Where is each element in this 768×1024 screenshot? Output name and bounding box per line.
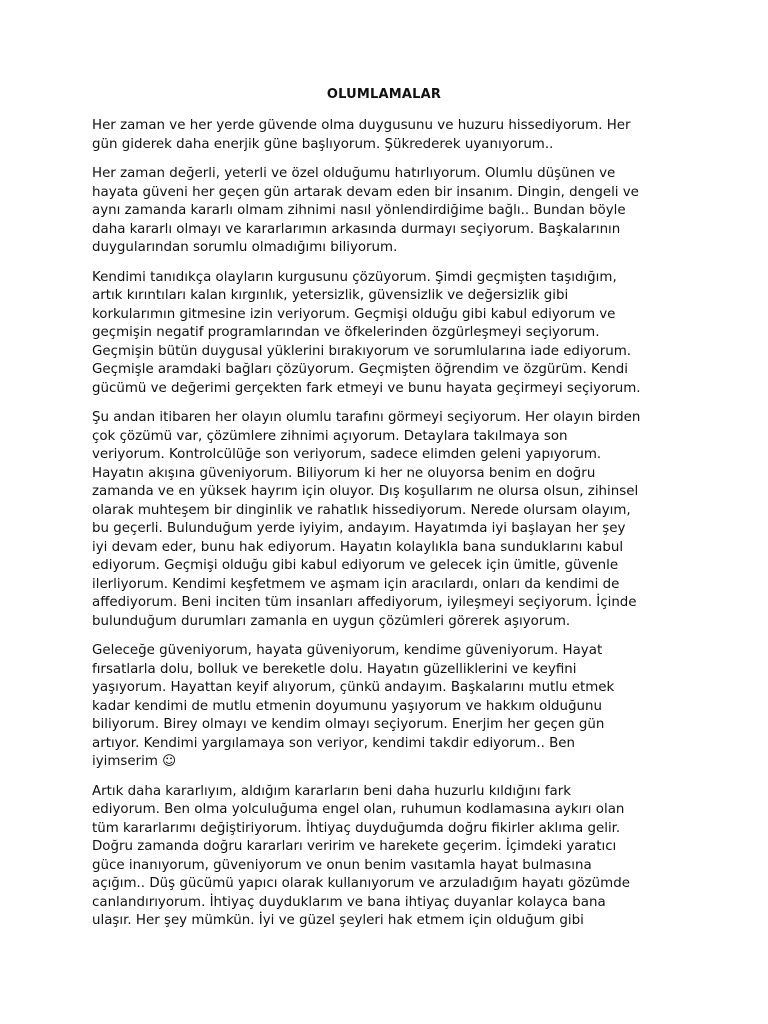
text-line: çok çözümü var, çözümlere zihnimi açıyorum. Detaylara takılmaya son [92,428,568,444]
text-line: tüm kararlarımı değiştiriyorum. İhtiyaç duyduğumda doğru fikirler aklıma gelir. [92,820,621,836]
text-line: bu geçerli. Bulunduğum yerde iyiyim, andayım. Hayatımda iyi başlayan her şey [92,521,626,536]
text-line: bulunduğum durumları zamanla en uygun çözümleri görerek aşıyorum. [92,613,571,629]
text-line: ediyorum. Ben olma yolculuğuma engel olan, ruhumun kodlamasına aykırı olan [92,802,625,817]
text-line: canlandırıyorum. İhtiyaç duyduklarım ve bana ihtiyaç duyanlar kolayca bana [92,894,606,910]
text-line: kadar kendimi de mutlu etmenin doyumunu yaşıyorum ve hakkım olduğunu [92,698,603,714]
text-line: hayata güveni her geçen gün artarak devam eden bir insanım. Dingin, dengeli ve [92,184,639,200]
text-line: Geleceğe güveniyorum, hayata güveniyorum, kendime güveniyorum. Hayat [92,643,603,658]
paragraph [92,117,692,154]
text-line: daha kararlı olmayı ve kararlarımın arkasında durmayı seçiyorum. Başkalarının [92,221,621,237]
text-line: affediyorum. Beni inciten tüm insanları affediyorum, iyileşmeyi seçiyorum. İçinde [92,595,637,610]
text-line: artık kırıntıları kalan kırgınlık, yetersizlik, güvensizlik ve değersizlik gibi [92,288,569,303]
text-line: Şu andan itibaren her olayın olumlu tarafını görmeyi seçiyorum. Her olayın birden [92,410,641,425]
text-line: yaşıyorum. Hayattan keyif alıyorum, çünkü andayım. Başkalarını mutlu etmek [92,680,615,695]
text-line: Kendimi tanıdıkça olayların kurgusunu çözüyorum. Şimdi geçmişten taşıdığım, [92,269,617,285]
text-line: Artık daha kararlıyım, aldığım kararların beni daha huzurlu kıldığını fark [92,783,571,799]
text-line: fırsatlarla dolu, bolluk ve bereketle dolu. Hayatın güzelliklerini ve keyfini [92,661,577,677]
text-line: olarak muhteşem bir dinginlik ve rahatlık hissediyorum. Nerede olursam olayım, [92,502,631,518]
text-line: ediyorum. Geçmişi olduğu gibi kabul ediyorum ve gelecek için ümitle, güvenle [92,558,619,573]
text-line: geçmişin negatif programlarından ve öfkelerinden özgürleşmeyi seçiyorum. [92,325,600,340]
text-line: aynı zamanda kararlı olmam zihnimi nasıl yönlendirdiğime bağlı.. Bundan böyle [92,203,626,218]
paragraph [92,783,692,931]
text-line: Hayatın akışına güveniyorum. Biliyorum ki her ne oluyorsa benim en doğru [92,465,596,481]
text-line: Her zaman değerli, yeterli ve özel olduğumu hatırlıyorum. Olumlu düşünen ve [92,166,616,181]
text-line: ulaşır. Her şey mümkün. İyi ve güzel şeyleri hak etmem için olduğum gibi [92,913,584,928]
text-line: gücümü ve değerimi gerçekten fark etmeyi ve bunu hayata geçirmeyi seçiyorum. [92,380,641,396]
text-line: gün giderek daha enerjik güne başlıyorum. Şükrederek uyanıyorum.. [92,136,554,152]
text-line: veriyorum. Kontrolcülüğe son veriyorum, sadece elimden geleni yapıyorum. [92,447,602,462]
text-line: korkularımın gitmesine izin veriyorum. Geçmişi olduğu gibi kabul ediyorum ve [92,306,616,322]
text-line: biliyorum. Birey olmayı ve kendim olmayı seçiyorum. Enerjim her geçen gün [92,717,605,732]
text-line: duygularından sorumlu olmadığımı biliyorum. [92,240,398,255]
text-line: artıyor. Kendimi yargılamaya son veriyor, kendimi takdir ediyorum.. Ben [92,735,576,751]
document-body [92,117,692,942]
text-line: Her zaman ve her yerde güvende olma duygusunu ve huzuru hissediyorum. Her [92,118,631,133]
document-title: OLUMLAMALAR [326,87,442,102]
paragraph [92,642,692,772]
text-line: açığım.. Düş gücümü yapıcı olarak kullanıyorum ve arzuladığım hayatı gözümde [92,876,630,891]
text-line: Geçmişin bütün duygusal yüklerini bırakıyorum ve sorumlularına iade ediyorum. [92,343,632,359]
text-line: iyimserim ☺ [92,754,177,769]
text-line: Geçmişle aramdaki bağları çözüyorum. Geçmişten öğrendim ve özgürüm. Kendi [92,362,629,377]
paragraph [92,409,692,631]
text-line: iyi devam eder, bunu hak ediyorum. Hayatın kolaylıkla bana sunduklarını kabul [92,539,624,555]
text-line: güce inanıyorum, güveniyorum ve onun benim vasıtamla hayat bulmasına [92,857,592,873]
text-line: ilerliyorum. Kendimi keşfetmem ve aşmam için aracılardı, onları da kendimi de [92,576,620,592]
text-line: Doğru zamanda doğru kararları veririm ve harekete geçerim. İçimdeki yaratıcı [92,839,617,854]
text-line: zamanda ve en yüksek hayrım için oluyor. Dış koşullarım ne olursa olsun, zihinsel [92,484,639,499]
paragraph [92,165,692,258]
paragraph [92,269,692,399]
